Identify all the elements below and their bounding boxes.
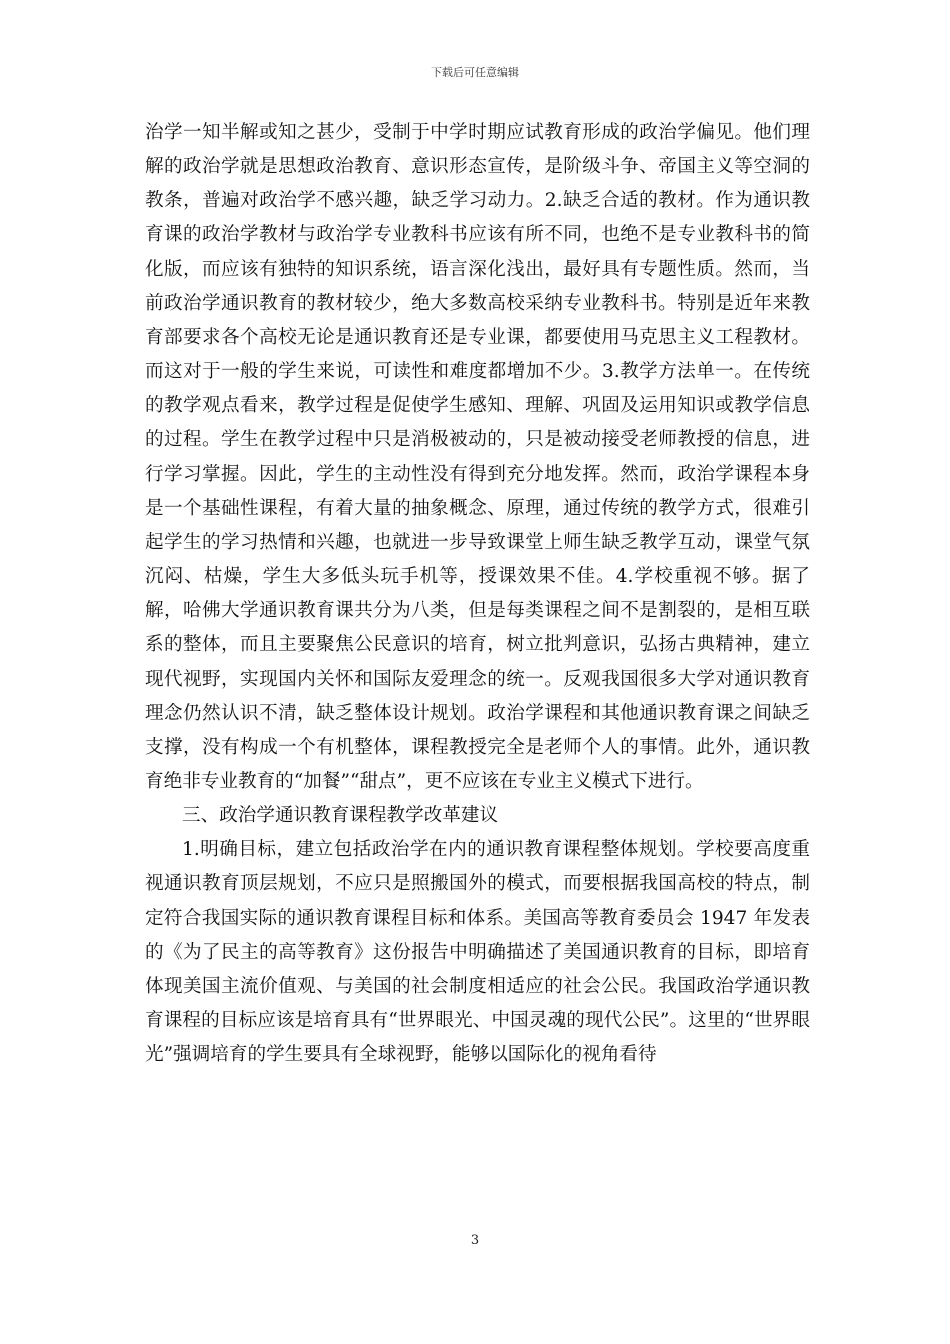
- document-body: [145, 116, 810, 1072]
- body-paragraph: 治学一知半解或知之甚少，受制于中学时期应试教育形成的政治学偏见。他们理解的政治学就是思想政治教育、意识形态宣传，是阶级斗争、帝国主义等空洞的教条，普遍对政治学不感兴趣，缺乏学习动力。2.缺乏合适的教材。作为通识教育课的政治学教材与政治学专业教科书应该有所不同，也绝不是专业教科书的简化版，而应该有独特的知识系统，语言深化浅出，最好具有专题性质。然而，当前政治学通识教育的教材较少，绝大多数高校采纳专业教科书。特别是近年来教育部要求各个高校无论是通识教育还是专业课，都要使用马克思主义工程教材。而这对于一般的学生来说，可读性和难度都增加不少。3.教学方法单一。在传统的教学观点看来，教学过程是促使学生感知、理解、巩固及运用知识或教学信息的过程。学生在教学过程中只是消极被动的，只是被动接受老师教授的信息，进行学习掌握。因此，学生的主动性没有得到充分地发挥。然而，政治学课程本身是一个基础性课程，有着大量的抽象概念、原理，通过传统的教学方式，很难引起学生的学习热情和兴趣，也就进一步导致课堂上师生缺乏教学互动，课堂气氛沉闷、枯燥，学生大多低头玩手机等，授课效果不佳。4.学校重视不够。据了解，哈佛大学通识教育课共分为八类，但是每类课程之间不是割裂的，是相互联系的整体，而且主要聚焦公民意识的培育，树立批判意识，弘扬古典精神，建立现代视野，实现国内关怀和国际友爱理念的统一。反观我国很多大学对通识教育理念仍然认识不清，缺乏整体设计规划。政治学课程和其他通识教育课之间缺乏支撑，没有构成一个有机整体，课程教授完全是老师个人的事情。此外，通识教育绝非专业教育的“加餐”“甜点”，更不应该在专业主义模式下进行。: [145, 122, 810, 792]
- section-heading: 三、政治学通识教育课程教学改革建议: [182, 805, 499, 827]
- page-number: 3: [470, 1233, 480, 1248]
- body-paragraph: 1.明确目标，建立包括政治学在内的通识教育课程整体规划。学校要高度重视通识教育顶层规划，不应只是照搬国外的模式，而要根据我国高校的特点，制定符合我国实际的通识教育课程目标和体系。美国高等教育委员会 1947 年发表的《为了民主的高等教育》这份报告中明确描述了美国通识教育的目标，即培育体现美国主流价值观、与美国的社会制度相适应的社会公民。我国政治学通识教育课程的目标应该是培育具有“世界眼光、中国灵魂的现代公民”。这里的“世界眼光”强调培育的学生要具有全球视野，能够以国际化的视角看待: [145, 839, 810, 1066]
- page-header: 下载后可任意编辑: [431, 66, 519, 79]
